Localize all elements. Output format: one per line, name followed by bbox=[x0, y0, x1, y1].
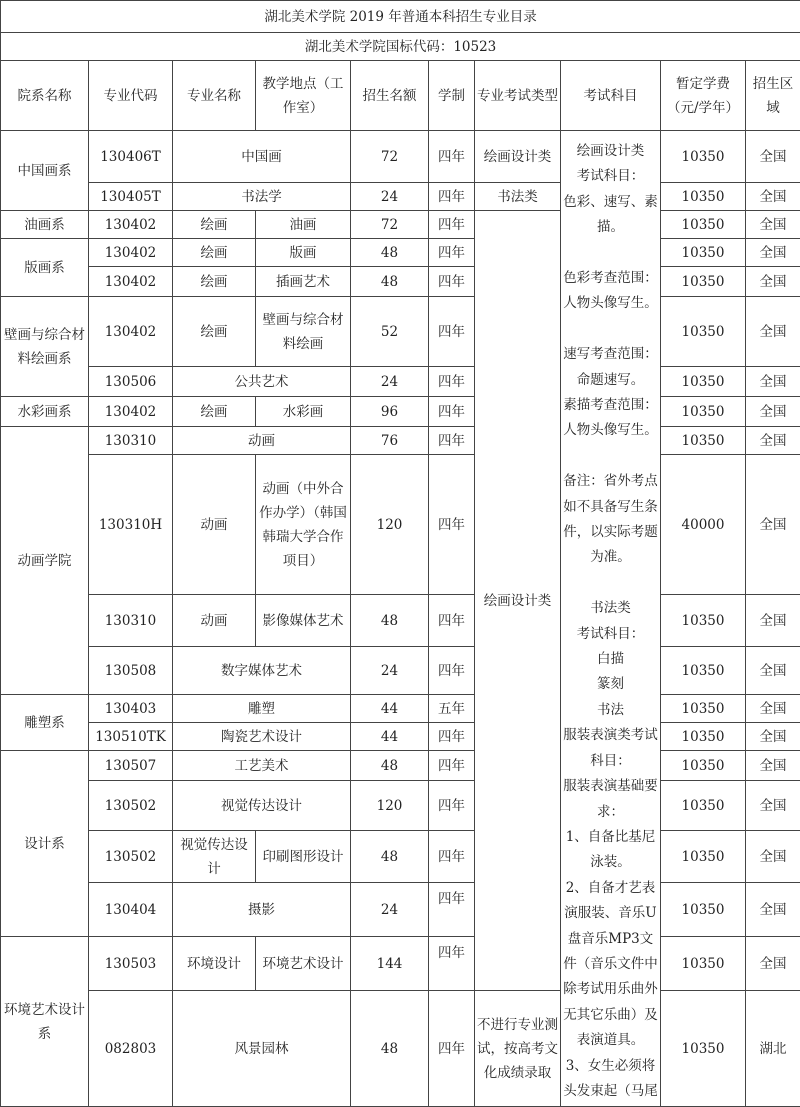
exam-subject-line: 3、女生必须将头发束起（马尾 bbox=[563, 1054, 658, 1101]
years-cell: 四年 bbox=[429, 367, 475, 397]
exam-subject-line: 考试科目： bbox=[563, 164, 658, 189]
fee-cell: 10350 bbox=[661, 211, 746, 239]
table-row bbox=[1, 595, 800, 647]
location-cell: 印刷图形设计 bbox=[256, 831, 351, 883]
years-cell: 四年 bbox=[429, 937, 475, 991]
table-row bbox=[1, 367, 800, 397]
table-row bbox=[1, 751, 800, 781]
exam-subject-line: 人物头像写生。 bbox=[563, 418, 658, 443]
fee-cell: 10350 bbox=[661, 267, 746, 297]
exam-subjects-text bbox=[563, 131, 658, 1101]
table-row bbox=[1, 131, 800, 183]
table-row bbox=[1, 937, 800, 991]
quota-cell: 48 bbox=[351, 239, 429, 267]
code-cell: 130508 bbox=[89, 647, 173, 695]
quota-cell: 144 bbox=[351, 937, 429, 991]
years-cell: 四年 bbox=[429, 455, 475, 595]
table-row bbox=[1, 723, 800, 751]
fee-cell: 10350 bbox=[661, 131, 746, 183]
fee-cell: 10350 bbox=[661, 723, 746, 751]
code-cell: 130310 bbox=[89, 595, 173, 647]
fee-cell: 10350 bbox=[661, 183, 746, 211]
exam-subject-line: 色彩、速写、素描。 bbox=[563, 190, 658, 241]
code-cell: 130507 bbox=[89, 751, 173, 781]
exam-subject-line: 命题速写。 bbox=[563, 368, 658, 393]
dept-cell: 设计系 bbox=[1, 751, 89, 937]
fee-cell: 10350 bbox=[661, 367, 746, 397]
exam-subject-line: 服装表演基础要求： bbox=[563, 774, 658, 825]
major-cell: 绘画 bbox=[173, 239, 256, 267]
quota-cell: 48 bbox=[351, 831, 429, 883]
major-cell: 绘画 bbox=[173, 397, 256, 427]
location-cell: 壁画与综合材料绘画 bbox=[256, 297, 351, 367]
code-cell: 130510TK bbox=[89, 723, 173, 751]
major-cell: 摄影 bbox=[173, 883, 351, 937]
major-cell: 动画 bbox=[173, 455, 256, 595]
exam-subjects-cell bbox=[561, 131, 661, 1107]
exam-subject-line: 速写考查范围： bbox=[563, 342, 658, 367]
table-row bbox=[1, 267, 800, 297]
quota-cell: 44 bbox=[351, 695, 429, 723]
location-cell: 版画 bbox=[256, 239, 351, 267]
years-cell: 四年 bbox=[429, 831, 475, 883]
code-cell: 130502 bbox=[89, 781, 173, 831]
exam-type-cell: 绘画设计类 bbox=[475, 131, 561, 183]
years-cell: 四年 bbox=[429, 131, 475, 183]
years-cell: 四年 bbox=[429, 267, 475, 297]
location-cell: 影像媒体艺术 bbox=[256, 595, 351, 647]
code-cell: 130402 bbox=[89, 397, 173, 427]
quota-cell: 72 bbox=[351, 131, 429, 183]
major-cell: 中国画 bbox=[173, 131, 351, 183]
exam-subject-line: 书法类 bbox=[563, 596, 658, 621]
region-cell: 全国 bbox=[746, 211, 800, 239]
code-cell: 130402 bbox=[89, 211, 173, 239]
major-cell: 公共艺术 bbox=[173, 367, 351, 397]
quota-cell: 48 bbox=[351, 751, 429, 781]
quota-cell: 24 bbox=[351, 367, 429, 397]
column-header: 专业名称 bbox=[173, 61, 256, 131]
years-cell: 四年 bbox=[429, 991, 475, 1107]
table-row bbox=[1, 297, 800, 367]
dept-cell: 环境艺术设计系 bbox=[1, 937, 89, 1107]
major-cell: 雕塑 bbox=[173, 695, 351, 723]
dept-cell: 中国画系 bbox=[1, 131, 89, 211]
table-row bbox=[1, 991, 800, 1107]
exam-subject-line bbox=[563, 317, 658, 342]
dept-cell: 版画系 bbox=[1, 239, 89, 297]
exam-type-cell: 不进行专业测试，按高考文化成绩录取 bbox=[475, 991, 561, 1107]
code-cell: 130503 bbox=[89, 937, 173, 991]
exam-type-cell: 绘画设计类 bbox=[475, 211, 561, 991]
region-cell: 全国 bbox=[746, 781, 800, 831]
column-header: 暂定学费（元/学年） bbox=[661, 61, 746, 131]
table-row bbox=[1, 695, 800, 723]
fee-cell: 10350 bbox=[661, 239, 746, 267]
major-cell: 动画 bbox=[173, 427, 351, 455]
code-cell: 130310 bbox=[89, 427, 173, 455]
table-row bbox=[1, 427, 800, 455]
column-header: 招生区域 bbox=[746, 61, 800, 131]
column-header: 院系名称 bbox=[1, 61, 89, 131]
exam-subject-line: 篆刻 bbox=[563, 672, 658, 697]
region-cell: 全国 bbox=[746, 239, 800, 267]
code-cell: 130406T bbox=[89, 131, 173, 183]
column-header: 招生名额 bbox=[351, 61, 429, 131]
table-row bbox=[1, 781, 800, 831]
years-cell: 四年 bbox=[429, 397, 475, 427]
code-cell: 130502 bbox=[89, 831, 173, 883]
exam-subject-line: 考试科目： bbox=[563, 622, 658, 647]
column-header: 专业代码 bbox=[89, 61, 173, 131]
table-row bbox=[1, 831, 800, 883]
code-cell: 082803 bbox=[89, 991, 173, 1107]
quota-cell: 52 bbox=[351, 297, 429, 367]
column-header: 学制 bbox=[429, 61, 475, 131]
region-cell: 全国 bbox=[746, 647, 800, 695]
region-cell: 全国 bbox=[746, 883, 800, 937]
years-cell: 四年 bbox=[429, 723, 475, 751]
code-cell: 130506 bbox=[89, 367, 173, 397]
region-cell: 全国 bbox=[746, 455, 800, 595]
location-cell: 动画（中外合作办学）（韩国韩瑞大学合作项目） bbox=[256, 455, 351, 595]
quota-cell: 48 bbox=[351, 595, 429, 647]
table-row bbox=[1, 397, 800, 427]
years-cell: 四年 bbox=[429, 595, 475, 647]
quota-cell: 24 bbox=[351, 647, 429, 695]
exam-subject-line: 白描 bbox=[563, 647, 658, 672]
fee-cell: 10350 bbox=[661, 427, 746, 455]
years-cell: 四年 bbox=[429, 751, 475, 781]
major-cell: 工艺美术 bbox=[173, 751, 351, 781]
dept-cell: 壁画与综合材料绘画系 bbox=[1, 297, 89, 397]
exam-subject-line bbox=[563, 571, 658, 596]
table-row bbox=[1, 455, 800, 595]
fee-cell: 10350 bbox=[661, 695, 746, 723]
exam-subject-line: 书法 bbox=[563, 698, 658, 723]
exam-subject-line: 2、自备才艺表演服装、音乐U盘音乐MP3文件（音乐文件中除考试用乐曲外无其它乐曲）及表演道具。 bbox=[563, 876, 658, 1054]
exam-subject-line bbox=[563, 241, 658, 266]
quota-cell: 48 bbox=[351, 991, 429, 1107]
exam-subject-line: 色彩考查范围： bbox=[563, 266, 658, 291]
code-cell: 130402 bbox=[89, 267, 173, 297]
quota-cell: 120 bbox=[351, 781, 429, 831]
exam-type-cell: 书法类 bbox=[475, 183, 561, 211]
location-cell: 插画艺术 bbox=[256, 267, 351, 297]
major-cell: 数字媒体艺术 bbox=[173, 647, 351, 695]
major-cell: 视觉传达设计 bbox=[173, 781, 351, 831]
major-cell: 陶瓷艺术设计 bbox=[173, 723, 351, 751]
fee-cell: 10350 bbox=[661, 831, 746, 883]
table-row bbox=[1, 183, 800, 211]
region-cell: 全国 bbox=[746, 831, 800, 883]
header-row bbox=[1, 61, 800, 131]
code-cell: 130402 bbox=[89, 239, 173, 267]
table-row bbox=[1, 883, 800, 937]
fee-cell: 10350 bbox=[661, 595, 746, 647]
exam-subject-line: 人物头像写生。 bbox=[563, 291, 658, 316]
quota-cell: 72 bbox=[351, 211, 429, 239]
dept-cell: 油画系 bbox=[1, 211, 89, 239]
dept-cell: 动画学院 bbox=[1, 427, 89, 695]
fee-cell: 10350 bbox=[661, 883, 746, 937]
table-row bbox=[1, 211, 800, 239]
fee-cell: 10350 bbox=[661, 781, 746, 831]
table-row bbox=[1, 239, 800, 267]
major-cell: 绘画 bbox=[173, 211, 256, 239]
years-cell: 四年 bbox=[429, 647, 475, 695]
code-cell: 130404 bbox=[89, 883, 173, 937]
fee-cell: 10350 bbox=[661, 937, 746, 991]
region-cell: 全国 bbox=[746, 937, 800, 991]
exam-subject-line: 绘画设计类 bbox=[563, 139, 658, 164]
region-cell: 全国 bbox=[746, 297, 800, 367]
quota-cell: 48 bbox=[351, 267, 429, 297]
years-cell: 四年 bbox=[429, 883, 475, 937]
exam-subject-line: 备注：省外考点如不具备写生条件，以实际考题为准。 bbox=[563, 469, 658, 571]
region-cell: 全国 bbox=[746, 695, 800, 723]
years-cell: 四年 bbox=[429, 781, 475, 831]
region-cell: 全国 bbox=[746, 367, 800, 397]
table-title: 湖北美术学院 2019 年普通本科招生专业目录 bbox=[1, 1, 800, 33]
dept-cell: 水彩画系 bbox=[1, 397, 89, 427]
quota-cell: 24 bbox=[351, 183, 429, 211]
region-cell: 全国 bbox=[746, 723, 800, 751]
code-cell: 130402 bbox=[89, 297, 173, 367]
fee-cell: 10350 bbox=[661, 991, 746, 1107]
fee-cell: 10350 bbox=[661, 397, 746, 427]
region-cell: 全国 bbox=[746, 131, 800, 183]
major-cell: 绘画 bbox=[173, 267, 256, 297]
column-header: 考试科目 bbox=[561, 61, 661, 131]
code-cell: 130405T bbox=[89, 183, 173, 211]
years-cell: 四年 bbox=[429, 297, 475, 367]
exam-subject-line: 1、自备比基尼泳装。 bbox=[563, 825, 658, 876]
major-cell: 动画 bbox=[173, 595, 256, 647]
dept-cell: 雕塑系 bbox=[1, 695, 89, 751]
major-cell: 书法学 bbox=[173, 183, 351, 211]
region-cell: 全国 bbox=[746, 183, 800, 211]
code-cell: 130403 bbox=[89, 695, 173, 723]
region-cell: 全国 bbox=[746, 427, 800, 455]
location-cell: 环境艺术设计 bbox=[256, 937, 351, 991]
major-cell: 视觉传达设计 bbox=[173, 831, 256, 883]
region-cell: 全国 bbox=[746, 751, 800, 781]
fee-cell: 10350 bbox=[661, 647, 746, 695]
exam-subject-line bbox=[563, 444, 658, 469]
column-header: 教学地点（工作室） bbox=[256, 61, 351, 131]
column-header: 专业考试类型 bbox=[475, 61, 561, 131]
years-cell: 四年 bbox=[429, 239, 475, 267]
major-cell: 风景园林 bbox=[173, 991, 351, 1107]
location-cell: 水彩画 bbox=[256, 397, 351, 427]
quota-cell: 96 bbox=[351, 397, 429, 427]
fee-cell: 10350 bbox=[661, 751, 746, 781]
years-cell: 四年 bbox=[429, 211, 475, 239]
years-cell: 五年 bbox=[429, 695, 475, 723]
region-cell: 全国 bbox=[746, 397, 800, 427]
fee-cell: 10350 bbox=[661, 297, 746, 367]
years-cell: 四年 bbox=[429, 427, 475, 455]
school-code: 湖北美术学院国标代码：10523 bbox=[1, 33, 800, 61]
major-cell: 绘画 bbox=[173, 297, 256, 367]
region-cell: 全国 bbox=[746, 267, 800, 297]
table-row bbox=[1, 647, 800, 695]
fee-cell: 40000 bbox=[661, 455, 746, 595]
quota-cell: 24 bbox=[351, 883, 429, 937]
quota-cell: 76 bbox=[351, 427, 429, 455]
years-cell: 四年 bbox=[429, 183, 475, 211]
code-cell: 130310H bbox=[89, 455, 173, 595]
quota-cell: 44 bbox=[351, 723, 429, 751]
quota-cell: 120 bbox=[351, 455, 429, 595]
exam-subject-line: 服装表演类考试科目： bbox=[563, 723, 658, 774]
major-cell: 环境设计 bbox=[173, 937, 256, 991]
region-cell: 全国 bbox=[746, 595, 800, 647]
location-cell: 油画 bbox=[256, 211, 351, 239]
region-cell: 湖北 bbox=[746, 991, 800, 1107]
exam-subject-line: 素描考查范围： bbox=[563, 393, 658, 418]
